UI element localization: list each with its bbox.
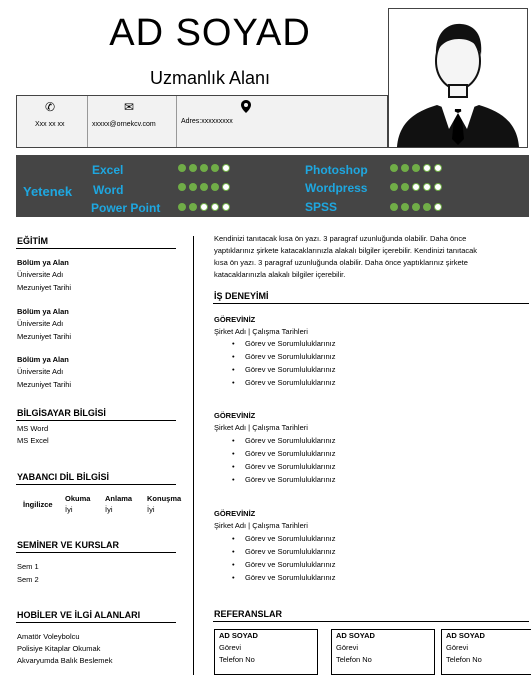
rating-dot <box>200 203 208 211</box>
summary-line: yaptıklarınız şirkete katacaklarınızla alakalı bilgiler içerebilir. Kendinizi tanıtacak <box>214 246 478 255</box>
edu-school: Üniversite Adı <box>17 367 64 376</box>
experience-heading: İŞ DENEYİMİ <box>214 291 269 301</box>
skill-name: Word <box>93 183 124 197</box>
rating-dot <box>401 183 409 191</box>
skill-rating <box>390 164 442 172</box>
email-text: xxxxx@ornekcv.com <box>92 121 156 128</box>
rating-dot <box>412 203 420 211</box>
rating-dot <box>178 203 186 211</box>
contact-bar <box>16 95 388 148</box>
rating-dot <box>189 183 197 191</box>
rating-dot <box>211 203 219 211</box>
rating-dot <box>401 164 409 172</box>
skill-name: Excel <box>92 163 124 177</box>
reference-card <box>331 629 435 675</box>
language-col: Anlama <box>105 494 133 503</box>
duty-item: • Görev ve Sorumluluklarınız <box>232 534 336 543</box>
rating-dot <box>222 164 230 172</box>
duty-item: • Görev ve Sorumluluklarınız <box>232 573 336 582</box>
rating-dot <box>178 183 186 191</box>
languages-heading: YABANCI DİL BİLGİSİ <box>17 472 110 482</box>
reference-phone: Telefon No <box>336 655 372 664</box>
rating-dot <box>401 203 409 211</box>
skill-rating <box>178 164 230 172</box>
reference-name: AD SOYAD <box>336 631 375 640</box>
skill-rating <box>178 203 230 211</box>
job-company: Şirket Adı | Çalışma Tarihleri <box>214 423 308 432</box>
duty-item: • Görev ve Sorumluluklarınız <box>232 436 336 445</box>
education-heading: EĞİTİM <box>17 236 48 246</box>
rating-dot <box>423 183 431 191</box>
rating-dot <box>200 164 208 172</box>
rating-dot <box>189 203 197 211</box>
rating-dot <box>434 203 442 211</box>
seminar-item: Sem 1 <box>17 562 39 571</box>
skill-rating <box>390 183 442 191</box>
rating-dot <box>211 164 219 172</box>
contact-email <box>88 96 177 147</box>
duty-item: • Görev ve Sorumluluklarınız <box>232 475 336 484</box>
reference-card <box>214 629 318 675</box>
reference-phone: Telefon No <box>219 655 255 664</box>
rating-dot <box>423 164 431 172</box>
column-divider <box>193 236 194 675</box>
computer-item: MS Word <box>17 424 49 433</box>
job-position: GÖREVİNİZ <box>214 411 256 420</box>
rating-dot <box>434 183 442 191</box>
language-col: Okuma <box>65 494 91 503</box>
computer-item: MS Excel <box>17 436 49 445</box>
avatar-silhouette-icon <box>389 9 527 147</box>
language-col: Konuşma <box>147 494 182 503</box>
duty-item: • Görev ve Sorumluluklarınız <box>232 378 336 387</box>
language-level: İyi <box>147 505 155 514</box>
duty-item: • Görev ve Sorumluluklarınız <box>232 462 336 471</box>
rating-dot <box>390 164 398 172</box>
edu-school: Üniversite Adı <box>17 319 64 328</box>
reference-role: Görevi <box>219 643 242 652</box>
section-rule <box>213 303 529 304</box>
edu-dept: Bölüm ya Alan <box>17 258 69 267</box>
skill-rating <box>178 183 230 191</box>
reference-role: Görevi <box>446 643 469 652</box>
job-position: GÖREVİNİZ <box>214 315 256 324</box>
rating-dot <box>211 183 219 191</box>
rating-dot <box>178 164 186 172</box>
duty-item: • Görev ve Sorumluluklarınız <box>232 449 336 458</box>
mail-icon: ✉ <box>124 100 135 114</box>
skill-name: SPSS <box>305 200 338 214</box>
rating-dot <box>412 164 420 172</box>
edu-date: Mezuniyet Tarihi <box>17 332 72 341</box>
hobby-item: Akvaryumda Balık Beslemek <box>17 656 113 665</box>
language-level: İyi <box>105 505 113 514</box>
job-company: Şirket Adı | Çalışma Tarihleri <box>214 327 308 336</box>
hobby-item: Amatör Voleybolcu <box>17 632 80 641</box>
duty-item: • Görev ve Sorumluluklarınız <box>232 560 336 569</box>
skills-bar <box>16 155 529 217</box>
rating-dot <box>222 203 230 211</box>
contact-address <box>177 96 387 147</box>
section-rule <box>16 622 176 623</box>
duty-item: • Görev ve Sorumluluklarınız <box>232 339 336 348</box>
profile-photo <box>388 8 528 148</box>
language-level: İyi <box>65 505 73 514</box>
reference-name: AD SOYAD <box>219 631 258 640</box>
hobby-item: Polisiye Kitaplar Okumak <box>17 644 101 653</box>
language-name: İngilizce <box>23 500 53 509</box>
job-position: GÖREVİNİZ <box>214 509 256 518</box>
summary-line: kısa ön yazı. 3 paragraf uzunluğunda olabilir. Daha önce yaptıklarınız şirkete <box>214 258 468 267</box>
skills-label: Yetenek <box>23 184 73 199</box>
job-company: Şirket Adı | Çalışma Tarihleri <box>214 521 308 530</box>
section-rule <box>16 248 176 249</box>
section-rule <box>16 552 176 553</box>
phone-icon: ✆ <box>45 100 56 114</box>
rating-dot <box>434 164 442 172</box>
rating-dot <box>189 164 197 172</box>
contact-phone <box>17 96 88 147</box>
reference-phone: Telefon No <box>446 655 482 664</box>
resume-name: AD SOYAD <box>109 12 311 54</box>
address-text: Adres:xxxxxxxxx <box>181 118 233 125</box>
seminars-heading: SEMİNER VE KURSLAR <box>17 540 120 550</box>
references-heading: REFERANSLAR <box>214 609 283 619</box>
summary-line: Kendinizi tanıtacak kısa ön yazı. 3 paragraf uzunluğunda olabilir. Daha önce <box>214 234 467 243</box>
duty-item: • Görev ve Sorumluluklarınız <box>232 547 336 556</box>
section-rule <box>213 621 529 622</box>
duty-item: • Görev ve Sorumluluklarınız <box>232 352 336 361</box>
skill-rating <box>390 203 442 211</box>
edu-dept: Bölüm ya Alan <box>17 307 69 316</box>
skill-name: Wordpress <box>305 181 368 195</box>
reference-card <box>441 629 531 675</box>
duty-item: • Görev ve Sorumluluklarınız <box>232 365 336 374</box>
rating-dot <box>390 203 398 211</box>
edu-date: Mezuniyet Tarihi <box>17 380 72 389</box>
section-rule <box>16 420 176 421</box>
skill-name: Power Point <box>91 201 161 215</box>
resume-title: Uzmanlık Alanı <box>149 68 271 88</box>
location-pin-icon <box>241 100 251 116</box>
seminar-item: Sem 2 <box>17 575 39 584</box>
computer-heading: BİLGİSAYAR BİLGİSİ <box>17 408 106 418</box>
hobbies-heading: HOBİLER VE İLGİ ALANLARI <box>17 610 141 620</box>
rating-dot <box>200 183 208 191</box>
phone-text: Xxx xx xx <box>35 121 65 128</box>
rating-dot <box>390 183 398 191</box>
edu-school: Üniversite Adı <box>17 270 64 279</box>
reference-name: AD SOYAD <box>446 631 485 640</box>
edu-dept: Bölüm ya Alan <box>17 355 69 364</box>
rating-dot <box>222 183 230 191</box>
skill-name: Photoshop <box>305 163 368 177</box>
rating-dot <box>412 183 420 191</box>
reference-role: Görevi <box>336 643 359 652</box>
rating-dot <box>423 203 431 211</box>
section-rule <box>16 484 176 485</box>
summary-line: katacaklarınızla alakalı bilgiler içerebilir. <box>214 270 346 279</box>
edu-date: Mezuniyet Tarihi <box>17 283 72 292</box>
